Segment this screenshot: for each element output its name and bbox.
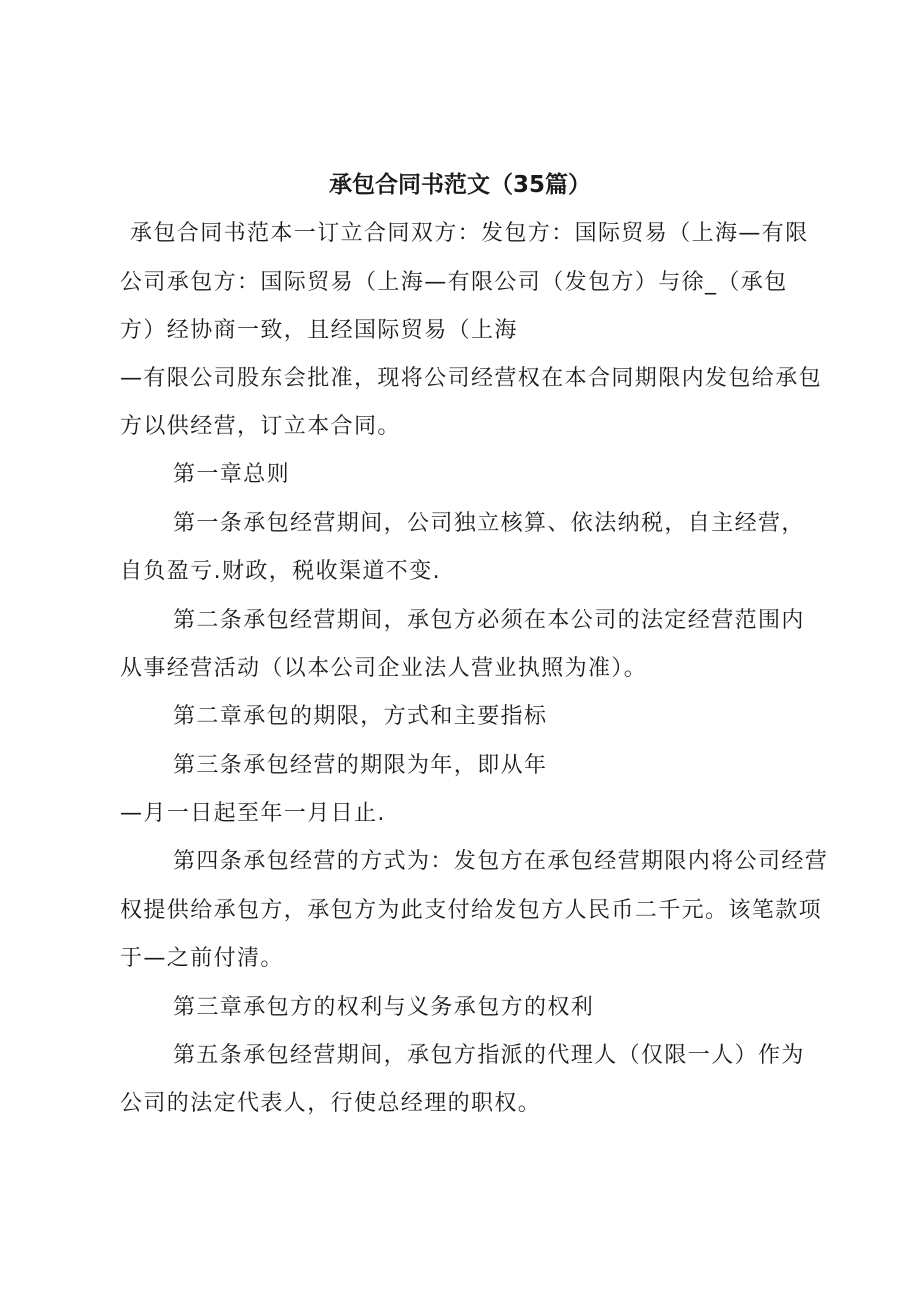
paragraph-line: 承包合同书范本一订立合同双方：发包方：国际贸易（上海—有限: [130, 221, 809, 246]
paragraph-line: 第五条承包经营期间，承包方指派的代理人（仅限一人）作为: [173, 1043, 805, 1068]
chapter-heading: 第二章承包的期限，方式和主要指标: [173, 704, 548, 729]
paragraph-line: 第三条承包经营的期限为年，即从年: [173, 753, 548, 778]
paragraph-line: 从事经营活动（以本公司企业法人营业执照为准）。: [120, 656, 648, 681]
paragraph-line: 方）经协商一致，且经国际贸易（上海: [120, 318, 518, 343]
paragraph-line: —月一日起至年一月日止.: [120, 801, 386, 826]
chapter-heading: 第一章总则: [173, 462, 291, 487]
document-title: 承包合同书范文（35篇）: [328, 172, 591, 198]
paragraph-line: —有限公司股东会批准，现将公司经营权在本合同期限内发包给承包: [120, 366, 823, 391]
paragraph-line: 权提供给承包方，承包方为此支付给发包方人民币二千元。该笔款项: [120, 898, 823, 923]
chapter-heading: 第三章承包方的权利与义务承包方的权利: [173, 995, 595, 1020]
paragraph-line: 第二条承包经营期间，承包方必须在本公司的法定经营范围内: [173, 608, 805, 633]
paragraph-line: 第四条承包经营的方式为：发包方在承包经营期限内将公司经营: [173, 849, 829, 874]
paragraph-line: 第一条承包经营期间，公司独立核算、依法纳税，自主经营，: [173, 511, 805, 536]
paragraph-line: 自负盈亏.财政，税收渠道不变.: [120, 559, 441, 584]
paragraph-line: 方以供经营，订立本合同。: [120, 414, 401, 439]
paragraph-line: 于—之前付清。: [120, 946, 284, 971]
paragraph-line: 公司承包方：国际贸易（上海—有限公司（发包方）与徐_（承包: [120, 270, 788, 295]
paragraph-line: 公司的法定代表人，行使总经理的职权。: [120, 1091, 542, 1116]
